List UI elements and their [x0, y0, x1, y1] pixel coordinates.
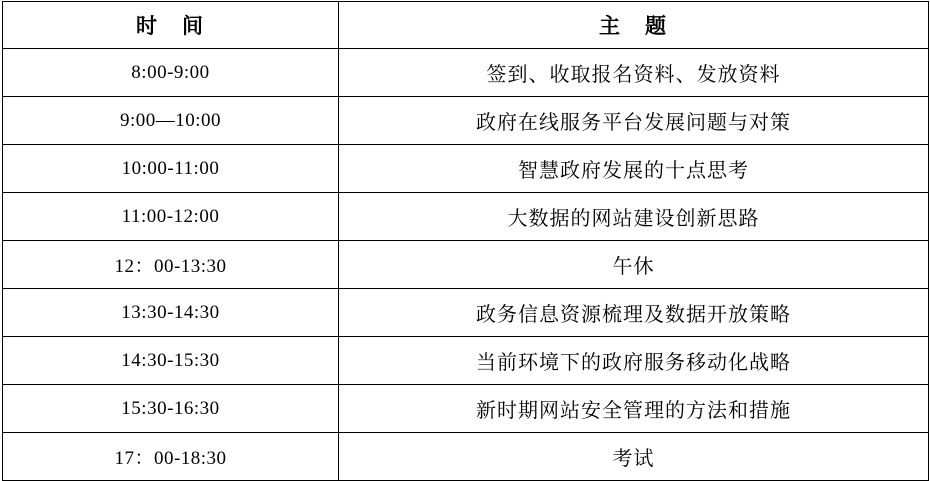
cell-time: 17：00-18:30 [3, 433, 339, 481]
cell-topic: 政府在线服务平台发展问题与对策 [339, 97, 929, 145]
cell-time: 12：00-13:30 [3, 241, 339, 289]
table-row [3, 433, 929, 481]
cell-topic: 午休 [339, 241, 929, 289]
cell-topic: 大数据的网站建设创新思路 [339, 193, 929, 241]
cell-time: 10:00-11:00 [3, 145, 339, 193]
schedule-table [2, 1, 929, 481]
table-header-row [3, 2, 929, 49]
table-row [3, 193, 929, 241]
table-row [3, 49, 929, 97]
column-header-topic: 主 题 [339, 2, 929, 49]
cell-topic: 签到、收取报名资料、发放资料 [339, 49, 929, 97]
cell-time: 9:00—10:00 [3, 97, 339, 145]
table-header [3, 2, 929, 49]
cell-time: 13:30-14:30 [3, 289, 339, 337]
cell-time: 8:00-9:00 [3, 49, 339, 97]
cell-time: 11:00-12:00 [3, 193, 339, 241]
table-row [3, 145, 929, 193]
table-row [3, 289, 929, 337]
cell-topic: 政务信息资源梳理及数据开放策略 [339, 289, 929, 337]
table-row [3, 385, 929, 433]
table-row [3, 337, 929, 385]
cell-topic: 智慧政府发展的十点思考 [339, 145, 929, 193]
cell-topic: 考试 [339, 433, 929, 481]
schedule-container [0, 1, 930, 473]
column-header-time: 时 间 [3, 2, 339, 49]
cell-time: 14:30-15:30 [3, 337, 339, 385]
table-row [3, 241, 929, 289]
table-row [3, 97, 929, 145]
table-body [3, 49, 929, 481]
cell-time: 15:30-16:30 [3, 385, 339, 433]
cell-topic: 新时期网站安全管理的方法和措施 [339, 385, 929, 433]
cell-topic: 当前环境下的政府服务移动化战略 [339, 337, 929, 385]
